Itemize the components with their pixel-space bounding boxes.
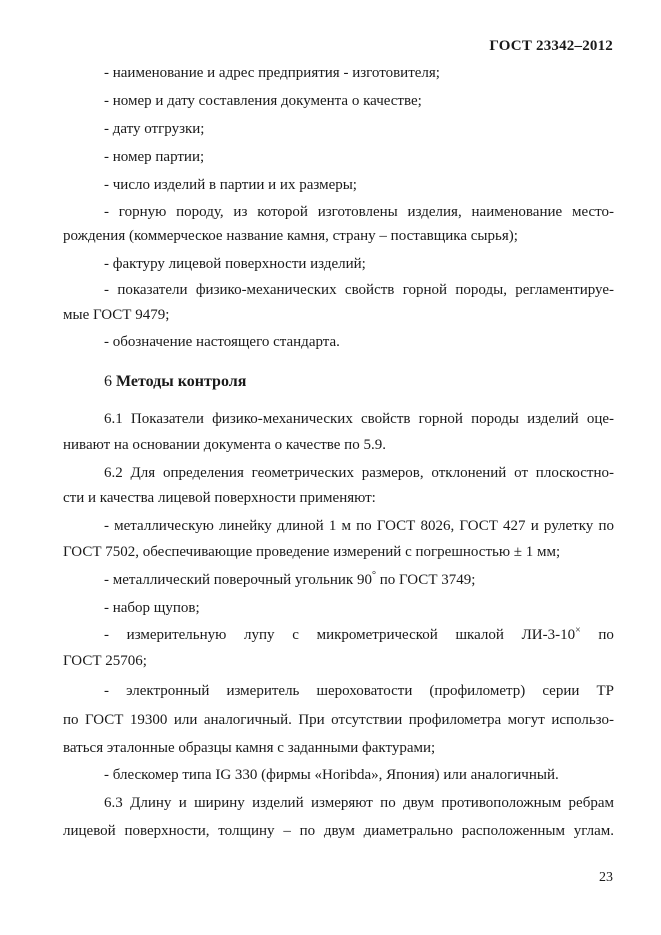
profilometer-word-4: (профилометр) [429, 683, 526, 699]
p63-line-1: 6.3 Длину и ширину изделий измеряют по двум противоположным ребрам [104, 795, 614, 811]
profilometer-word-3: шероховатости [316, 683, 413, 699]
loupe-item-line-2: ГОСТ 25706; [63, 653, 147, 669]
document-code-header: ГОСТ 23342–2012 [489, 38, 613, 54]
profilometer-dash: - [104, 683, 109, 699]
loupe-model [522, 626, 581, 644]
profilometer-item-line-1 [104, 682, 614, 700]
profilometer-item-line-3: ваться эталонные образцы камня с заданными фактурами; [63, 740, 436, 756]
section-title: Методы контроля [116, 373, 247, 390]
loupe-word-7: по [598, 627, 614, 643]
square-item-text: - металлический поверочный угольник 90 [104, 572, 372, 588]
square-item-standard: по ГОСТ 3749; [375, 572, 476, 588]
profilometer-word-5: серии [542, 683, 580, 699]
loupe-word-2: лупу [244, 627, 275, 643]
loupe-word-4: микрометрической [316, 627, 438, 643]
p61-line-2: нивают на основании документа о качестве по 5.9. [63, 437, 386, 453]
loupe-word-3: с [292, 627, 299, 643]
loupe-model-code: ЛИ-3-10 [521, 627, 576, 643]
loupe-word-1: измерительную [126, 627, 227, 643]
rock-item-line-2: рождения (коммерческое название камня, страну – поставщика сырья); [63, 228, 518, 244]
list-item-texture: - фактуру лицевой поверхности изделий; [104, 256, 366, 272]
section-number: 6 [104, 373, 112, 390]
rock-item-line-1: - горную породу, из которой изготовлены изделия, наименование место- [104, 204, 614, 220]
loupe-word-5: шкалой [455, 627, 504, 643]
profilometer-word-6: ТР [596, 683, 614, 699]
p63-line-2: лицевой поверхности, толщину – по двум диаметрально расположенным углам. [63, 823, 614, 839]
list-item-batch-number: - номер партии; [104, 149, 205, 165]
degree-sign: ° [371, 570, 376, 581]
list-item-manufacturer: - наименование и адрес предприятия - изготовителя; [104, 65, 440, 81]
list-item-designation: - обозначение настоящего стандарта. [104, 334, 340, 350]
loupe-item-line-1 [104, 626, 614, 644]
list-item-feelers: - набор щупов; [104, 600, 200, 616]
p62-line-1: 6.2 Для определения геометрических размеров, отклонений от плоскостно- [104, 465, 614, 481]
profilometer-word-1: электронный [126, 683, 210, 699]
list-item-quantity: - число изделий в партии и их размеры; [104, 177, 357, 193]
page-number: 23 [599, 870, 613, 885]
loupe-dash: - [104, 627, 109, 643]
loupe-model-sup: × [575, 625, 581, 636]
props-item-line-1: - показатели физико-механических свойств горной породы, регламентируе- [104, 282, 614, 298]
p61-line-1: 6.1 Показатели физико-механических свойств горной породы изделий оце- [104, 411, 614, 427]
ruler-item-line-2: ГОСТ 7502, обеспечивающие проведение измерений с погрешностью ± 1 мм; [63, 544, 561, 560]
p62-line-2: сти и качества лицевой поверхности применяют: [63, 490, 376, 506]
profilometer-word-2: измеритель [226, 683, 300, 699]
section-heading [104, 372, 246, 392]
list-item-quality-document: - номер и дату составления документа о качестве; [104, 93, 422, 109]
profilometer-item-line-2: по ГОСТ 19300 или аналогичный. При отсутствии профилометра могут использо- [63, 712, 614, 728]
square-item [104, 571, 475, 589]
props-item-line-2: мые ГОСТ 9479; [63, 307, 170, 323]
list-item-glossmeter: - блескомер типа IG 330 (фирмы «Horibda», Япония) или аналогичный. [104, 767, 559, 783]
list-item-shipment-date: - дату отгрузки; [104, 121, 205, 137]
ruler-item-line-1: - металлическую линейку длиной 1 м по ГОСТ 8026, ГОСТ 427 и рулетку по [104, 518, 614, 534]
